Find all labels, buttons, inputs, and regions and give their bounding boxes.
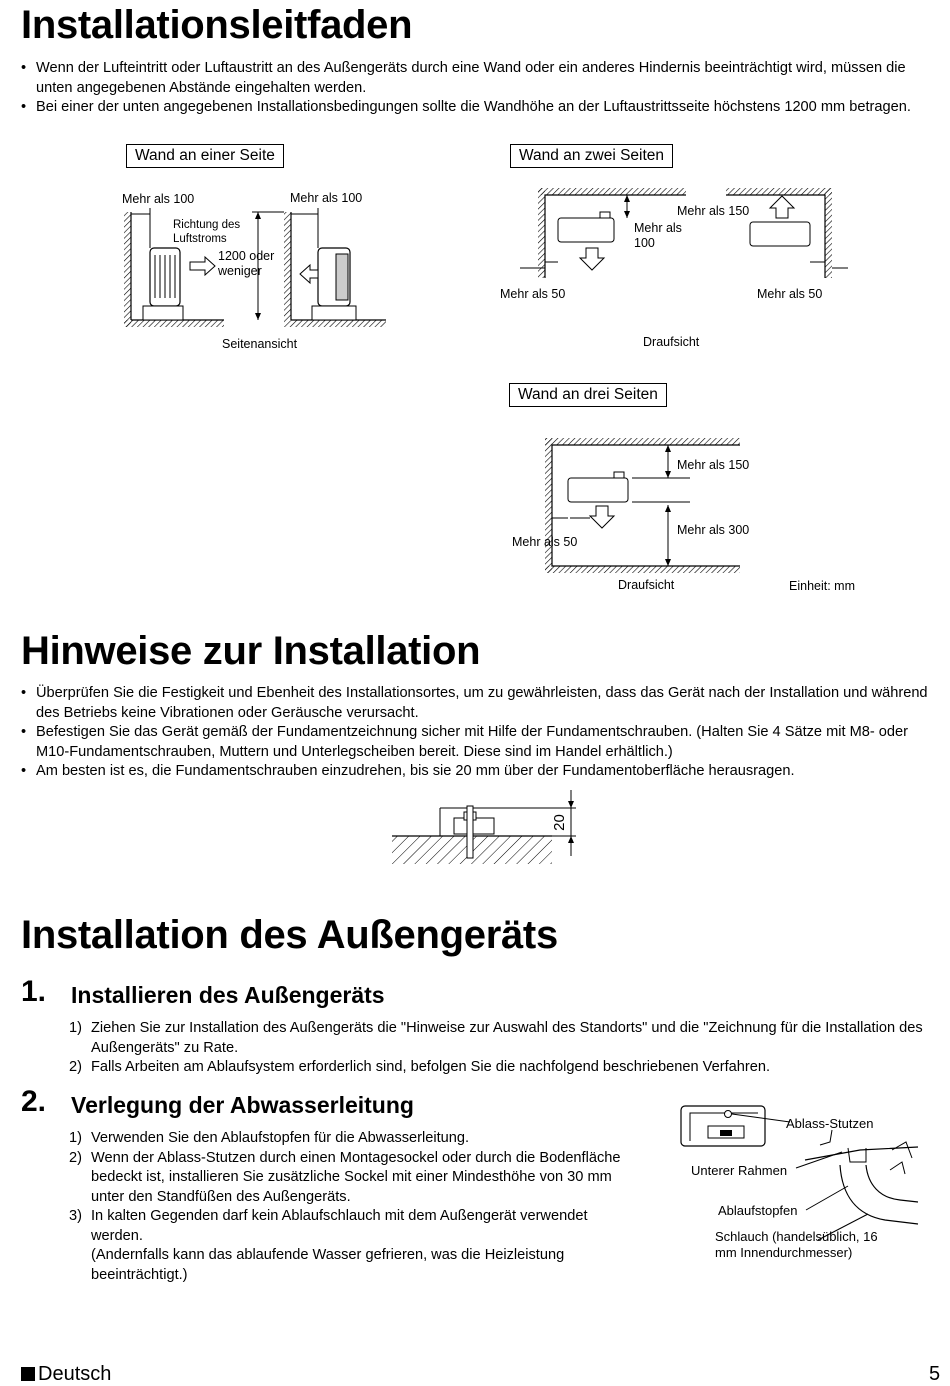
airflow-direction-label: Richtung des Luftstroms [173, 219, 241, 245]
page-number: 5 [929, 1363, 941, 1385]
bullet-item: • Überprüfen Sie die Festigkeit und Ebenheit des Installationsortes, um zu gewährleisten, dass das Gerät nach der Installation und während des Betriebs keine Vibrationen oder Geräusche verursacht. [21, 684, 942, 723]
label-box-one-side: Wand an einer Seite [126, 144, 284, 168]
dim-top-clearance-150: Mehr als 150 [677, 204, 750, 218]
footer-language: Deutsch [21, 1362, 111, 1386]
bolt-height-dimension: 20 [550, 814, 568, 831]
dim-left-clearance-50: Mehr als 50 [500, 287, 566, 301]
step-item: 2) Falls Arbeiten am Ablaufsystem erforderlich sind, befolgen Sie die nachfolgend beschriebenen Verfahren. [69, 1059, 771, 1075]
label-box-two-sides: Wand an zwei Seiten [510, 144, 673, 168]
height-limit-label: 1200 oder weniger [218, 249, 275, 278]
bullet-item: • Wenn der Lufteintritt oder Luftaustritt an des Außengeräts durch eine Wand oder ein anderes Hindernis beeinträchtigt wird, müssen die unten angegebenen Abstände eingehalten werden. [21, 59, 933, 98]
caption-top-view: Draufsicht [618, 578, 675, 592]
bullet-item: • Befestigen Sie das Gerät gemäß der Fundamentzeichnung sicher mit Hilfe der Fundamentschrauben. (Halten Sie 4 Sätze mit M8- oder M10-Fundamentschrauben, Muttern und Unterlegscheiben bereit. Diese sind im Handel erhältlich.) [21, 723, 942, 762]
step-item: 1) Ziehen Sie zur Installation des Außengeräts die "Hinweise zur Auswahl des Standorts" und die "Zeichnung für die Installation des Außengeräts" zu Rate. [69, 1020, 923, 1056]
dim-side-clearance-50: Mehr als 50 [512, 535, 578, 549]
dim-front-clearance-300: Mehr als 300 [677, 523, 750, 537]
section-title-installation-notes: Hinweise zur Installation [21, 629, 481, 673]
bottom-frame-label: Unterer Rahmen [691, 1163, 788, 1178]
drain-plug-label: Ablaufstopfen [718, 1203, 798, 1218]
subsection-title-drain-pipe: Verlegung der Abwasserleitung [71, 1092, 414, 1118]
dim-top-clearance-100: Mehr als 100 [634, 221, 682, 250]
step-item: 2) Wenn der Ablass-Stutzen durch einen Montagesockel oder durch die Bodenfläche bedeckt ist, installieren Sie zusätzliche Sockel mit einer Mindesthöhe von 30 mm unter den Standfüßen des Außengeräts. [69, 1149, 621, 1205]
subsection-number: 1. [21, 975, 47, 1008]
hose-label: Schlauch (handelsüblich, 16 mm Innendurchmesser) [715, 1229, 878, 1260]
step-note: (Andernfalls kann das ablaufende Wasser gefrieren, was die Heizleistung beeinträchtigt.) [91, 1247, 565, 1283]
section-title-installationsleitfaden: Installationsleitfaden [21, 3, 413, 47]
step-item: 1) Verwenden Sie den Ablaufstopfen für die Abwasserleitung. [69, 1130, 470, 1146]
unit-label: Einheit: mm [789, 579, 855, 593]
bullet-item: • Am besten ist es, die Fundamentschrauben einzudrehen, bis sie 20 mm über der Fundamentoberfläche herausragen. [21, 762, 942, 782]
bullet-item: • Bei einer der unten angegebenen Installationsbedingungen sollte die Wandhöhe an der Luftaustrittsseite höchstens 1200 mm betragen. [21, 98, 933, 118]
subsection-title-install-unit: Installieren des Außengeräts [71, 982, 385, 1008]
square-icon [21, 1367, 35, 1381]
dim-right-clearance: Mehr als 100 [290, 191, 363, 205]
dim-top-clearance-150: Mehr als 150 [677, 458, 750, 472]
dim-left-clearance: Mehr als 100 [122, 192, 195, 206]
subsection-number: 2. [21, 1085, 47, 1118]
caption-side-view: Seitenansicht [222, 337, 298, 351]
drain-outlet-label: Ablass-Stutzen [786, 1116, 874, 1131]
section-title-outdoor-unit-installation: Installation des Außengeräts [21, 913, 558, 957]
caption-top-view: Draufsicht [643, 335, 700, 349]
label-box-three-sides: Wand an drei Seiten [509, 383, 667, 407]
step-item: 3) In kalten Gegenden darf kein Ablaufschlauch mit dem Außengerät verwendet werden. (Andernfalls kann das ablaufende Wasser gefrieren, was die Heizleistung beeinträchtigt.) [69, 1208, 588, 1283]
dim-right-clearance-50: Mehr als 50 [757, 287, 823, 301]
